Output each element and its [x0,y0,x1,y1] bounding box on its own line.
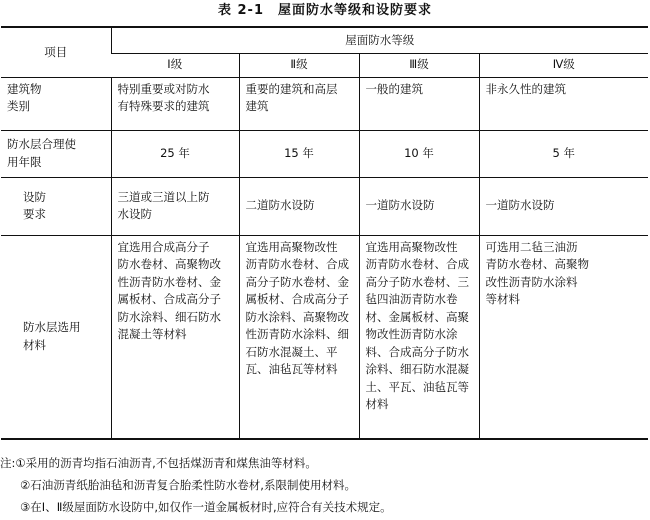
table-title: 屋面防水等级和设防要求 [278,3,433,18]
table-cell: 25 年 [111,130,239,177]
table-cell: 一般的建筑 [359,77,479,130]
table-cell: 宜选用高聚物改性 沥青防水卷材、合成 高分子防水卷材、金 属板材、合成高分子 防水涂料、高聚物改 性沥青防水涂料、细 石防水混凝土、平 瓦、油毡瓦等材料 [239,235,359,439]
note-line: 注:①采用的沥青均指石油沥青,不包括煤沥青和煤焦油等材料。 [0,456,317,470]
grade-header: Ⅳ级 [479,53,648,77]
table-cell: 非永久性的建筑 [479,77,648,130]
table-caption [0,2,650,20]
grade-group-header: 屋面防水等级 [111,27,648,53]
grade-header: Ⅱ级 [239,53,359,77]
row-label: 建筑物 类别 [1,77,111,130]
row-label: 防水层选用 材料 [1,235,111,439]
table-row [1,130,648,177]
table-cell: 宜选用高聚物改性 沥青防水卷材、合成 高分子防水卷材、三 毡四油沥青防水卷 材、金属板材、高聚 物改性沥青防水涂 料、合成高分子防水 涂料、细石防水混凝 土、平瓦、油毡瓦等 材料 [359,235,479,439]
table-cell: 15 年 [239,130,359,177]
table-cell: 一道防水设防 [479,177,648,235]
table-cell: 二道防水设防 [239,177,359,235]
table-cell: 宜选用合成高分子 防水卷材、高聚物改 性沥青防水卷材、金 属板材、合成高分子 防水涂料、细石防水 混凝土等材料 [111,235,239,439]
table-cell: 5 年 [479,130,648,177]
table-row [1,235,648,439]
table-cell: 重要的建筑和高层 建筑 [239,77,359,130]
table-cell: 10 年 [359,130,479,177]
waterproof-grade-table [1,26,648,440]
table-cell: 三道或三道以上防 水设防 [111,177,239,235]
table-notes [0,452,650,518]
grade-header: Ⅲ级 [359,53,479,77]
header-row-group [1,27,648,53]
row-label: 设防 要求 [1,177,111,235]
table-cell: 可选用二毡三油沥 青防水卷材、高聚物 改性沥青防水涂料 等材料 [479,235,648,439]
table-cell: 特别重要或对防水 有特殊要求的建筑 [111,77,239,130]
item-header: 项目 [1,27,111,77]
row-label: 防水层合理使 用年限 [1,130,111,177]
grade-header: Ⅰ级 [111,53,239,77]
table-row [1,77,648,130]
note-line: ③在Ⅰ、Ⅱ级屋面防水设防中,如仅作一道金属板材时,应符合有关技术规定。 [20,500,392,514]
table-number: 表 2-1 [217,3,264,18]
table-cell: 一道防水设防 [359,177,479,235]
note-line: ②石油沥青纸胎油毡和沥青复合胎柔性防水卷材,系限制使用材料。 [20,478,356,492]
table-row [1,177,648,235]
